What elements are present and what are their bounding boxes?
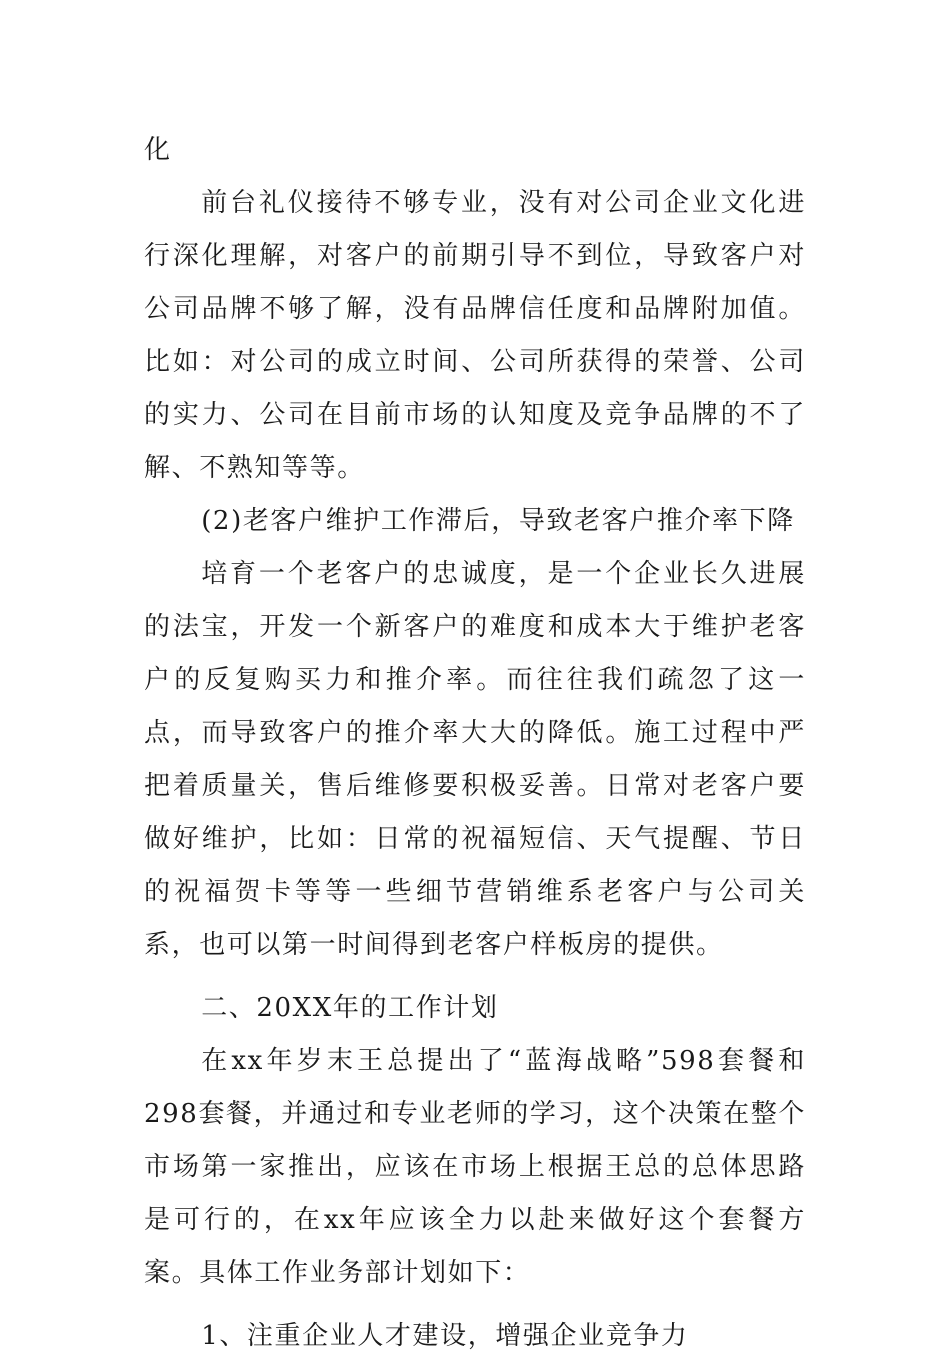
document-body bbox=[144, 124, 806, 1363]
section-heading-work-plan: 二、20XX年的工作计划 bbox=[201, 993, 499, 1023]
paragraph-customer-loyalty: 培育一个老客户的忠诚度，是一个企业长久进展的法宝，开发一个新客户的难度和成本大于维护老客户的反复购买力和推介率。而往往我们疏忽了这一点，而导致客户的推介率大大的降低。施工过程中严把着质量关，售后维修要积极妥善。日常对老客户要做好维护，比如：日常的祝福短信、天气提醒、节日的祝福贺卡等等一些细节营销维系老客户与公司关系，也可以第一时间得到老客户样板房的提供。 bbox=[144, 559, 806, 960]
paragraph-blue-ocean-strategy: 在xx年岁末王总提出了“蓝海战略”598套餐和298套餐，并通过和专业老师的学习，这个决策在整个市场第一家推出，应该在市场上根据王总的总体思路是可行的，在xx年应该全力以赴来做好这个套餐方案。具体工作业务部计划如下： bbox=[144, 1046, 806, 1288]
subheading-old-customer-maintenance: (2)老客户维护工作滞后，导致老客户推介率下降 bbox=[201, 506, 795, 536]
paragraph-reception-etiquette: 前台礼仪接待不够专业，没有对公司企业文化进行深化理解，对客户的前期引导不到位，导致客户对公司品牌不够了解，没有品牌信任度和品牌附加值。比如：对公司的成立时间、公司所获得的荣誉、公司的实力、公司在目前市场的认知度及竞争品牌的不了解、不熟知等等。 bbox=[144, 188, 806, 483]
subheading-talent-building: 1、注重企业人才建设，增强企业竞争力 bbox=[201, 1321, 689, 1351]
paragraph-continuation: 化 bbox=[144, 135, 172, 165]
